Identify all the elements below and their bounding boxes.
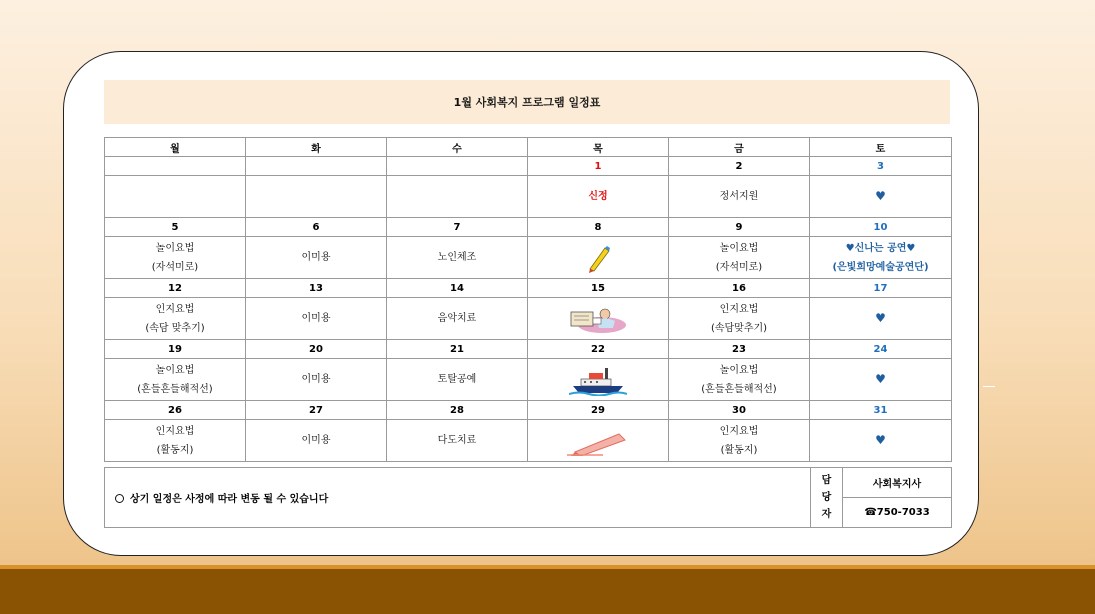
program-cell: [669, 298, 810, 340]
date-cell: 28: [387, 401, 528, 420]
program-cell: [528, 420, 669, 462]
date-cell: 10: [810, 218, 952, 237]
program-text: 놀이요법: [719, 242, 759, 254]
program-text: (활동지): [156, 444, 194, 456]
program-text: 인지요법: [155, 425, 195, 437]
weekday-mon: 월: [105, 138, 246, 157]
date-cell: 17: [810, 279, 952, 298]
date-cell: 29: [528, 401, 669, 420]
program-cell: [387, 359, 528, 401]
heart-icon: ♥: [875, 188, 886, 203]
date-cell: 1: [528, 157, 669, 176]
date-cell: 21: [387, 340, 528, 359]
label-char: 자: [821, 509, 832, 520]
program-text: 이미용: [301, 252, 331, 263]
program-cell: [528, 237, 669, 279]
program-cell: [810, 237, 952, 279]
program-cell: [669, 237, 810, 279]
program-cell: [528, 359, 669, 401]
label-char: 당: [821, 492, 832, 503]
program-text: 인지요법: [155, 303, 195, 315]
circle-bullet-icon: [115, 494, 124, 503]
date-cell: 24: [810, 340, 952, 359]
program-text: 놀이요법: [719, 364, 759, 376]
date-cell: 7: [387, 218, 528, 237]
program-text: (속담 맞추기): [145, 322, 205, 334]
program-text: (활동지): [720, 444, 758, 456]
program-text: 인지요법: [719, 425, 759, 437]
program-text: (자석미로): [151, 261, 199, 273]
heart-icon: ♥: [875, 310, 886, 325]
crayon-clipart-icon: [563, 426, 633, 456]
date-cell: 30: [669, 401, 810, 420]
program-cell: [810, 359, 952, 401]
weekday-sat: 토: [810, 138, 952, 157]
weekday-wed: 수: [387, 138, 528, 157]
program-text: 노인체조: [437, 252, 477, 263]
label-char: 담: [821, 475, 832, 486]
program-text: (속담맞추기): [710, 322, 768, 334]
program-text: 신정: [588, 191, 608, 202]
program-cell: [246, 420, 387, 462]
page-title: 1월 사회복지 프로그램 일정표: [104, 80, 950, 124]
date-cell: [246, 157, 387, 176]
program-text: (흔들흔들해적선): [137, 383, 213, 395]
person-role: 사회복지사: [843, 468, 952, 498]
program-text: (흔들흔들해적선): [701, 383, 777, 395]
person-in-charge-label: [811, 468, 843, 528]
date-cell: 14: [387, 279, 528, 298]
program-text: (자석미로): [715, 261, 763, 273]
program-cell: [810, 176, 952, 218]
program-cell: [105, 359, 246, 401]
phone-number: ☎750-7033: [843, 498, 952, 528]
date-cell: 19: [105, 340, 246, 359]
date-cell: 2: [669, 157, 810, 176]
program-cell: [387, 298, 528, 340]
date-cell: 13: [246, 279, 387, 298]
decorative-line: [983, 386, 995, 387]
weekday-tue: 화: [246, 138, 387, 157]
reading-person-clipart-icon: [567, 304, 629, 334]
program-cell: [387, 176, 528, 218]
program-cell: [669, 359, 810, 401]
program-cell: [810, 298, 952, 340]
program-cell: [669, 176, 810, 218]
program-cell: [246, 176, 387, 218]
program-cell: [387, 237, 528, 279]
program-text: 이미용: [301, 313, 331, 324]
program-cell: [528, 176, 669, 218]
footer-table: [104, 467, 952, 528]
program-text: 놀이요법: [155, 242, 195, 254]
program-cell: [810, 420, 952, 462]
slide-bottom-bar: [0, 565, 1095, 614]
date-cell: [105, 157, 246, 176]
program-text: 토탈공예: [437, 374, 477, 385]
date-cell: 9: [669, 218, 810, 237]
program-cell: [669, 420, 810, 462]
program-text: 이미용: [301, 374, 331, 385]
date-cell: 20: [246, 340, 387, 359]
program-cell: [246, 359, 387, 401]
date-cell: 8: [528, 218, 669, 237]
date-cell: 5: [105, 218, 246, 237]
date-cell: 3: [810, 157, 952, 176]
program-text: 인지요법: [719, 303, 759, 315]
program-cell: [105, 237, 246, 279]
program-text: 정서지원: [719, 191, 759, 202]
program-cell: [105, 420, 246, 462]
date-cell: [387, 157, 528, 176]
date-cell: 27: [246, 401, 387, 420]
notice-cell: [105, 468, 811, 528]
program-text: 음악치료: [437, 313, 477, 324]
program-cell: [387, 420, 528, 462]
notice-text: 상기 일정은 사정에 따라 변동 될 수 있습니다: [130, 494, 329, 505]
schedule-calendar: [104, 137, 952, 462]
weekday-fri: 금: [669, 138, 810, 157]
date-cell: 6: [246, 218, 387, 237]
program-cell: [105, 176, 246, 218]
program-cell: [246, 237, 387, 279]
date-cell: 12: [105, 279, 246, 298]
heart-icon: ♥: [875, 371, 886, 386]
program-text: (은빛희망예술공연단): [832, 261, 929, 273]
date-cell: 23: [669, 340, 810, 359]
date-cell: 15: [528, 279, 669, 298]
date-cell: 22: [528, 340, 669, 359]
pencil-clipart-icon: [583, 243, 613, 273]
heart-icon: ♥: [875, 432, 886, 447]
program-text: ♥신나는 공연♥: [845, 242, 916, 254]
program-cell: [528, 298, 669, 340]
weekday-thu: 목: [528, 138, 669, 157]
ship-clipart-icon: [569, 364, 627, 396]
program-text: 이미용: [301, 435, 331, 446]
date-cell: 31: [810, 401, 952, 420]
date-cell: 16: [669, 279, 810, 298]
program-text: 놀이요법: [155, 364, 195, 376]
date-cell: 26: [105, 401, 246, 420]
program-cell: [105, 298, 246, 340]
program-text: 다도치료: [437, 435, 477, 446]
program-cell: [246, 298, 387, 340]
